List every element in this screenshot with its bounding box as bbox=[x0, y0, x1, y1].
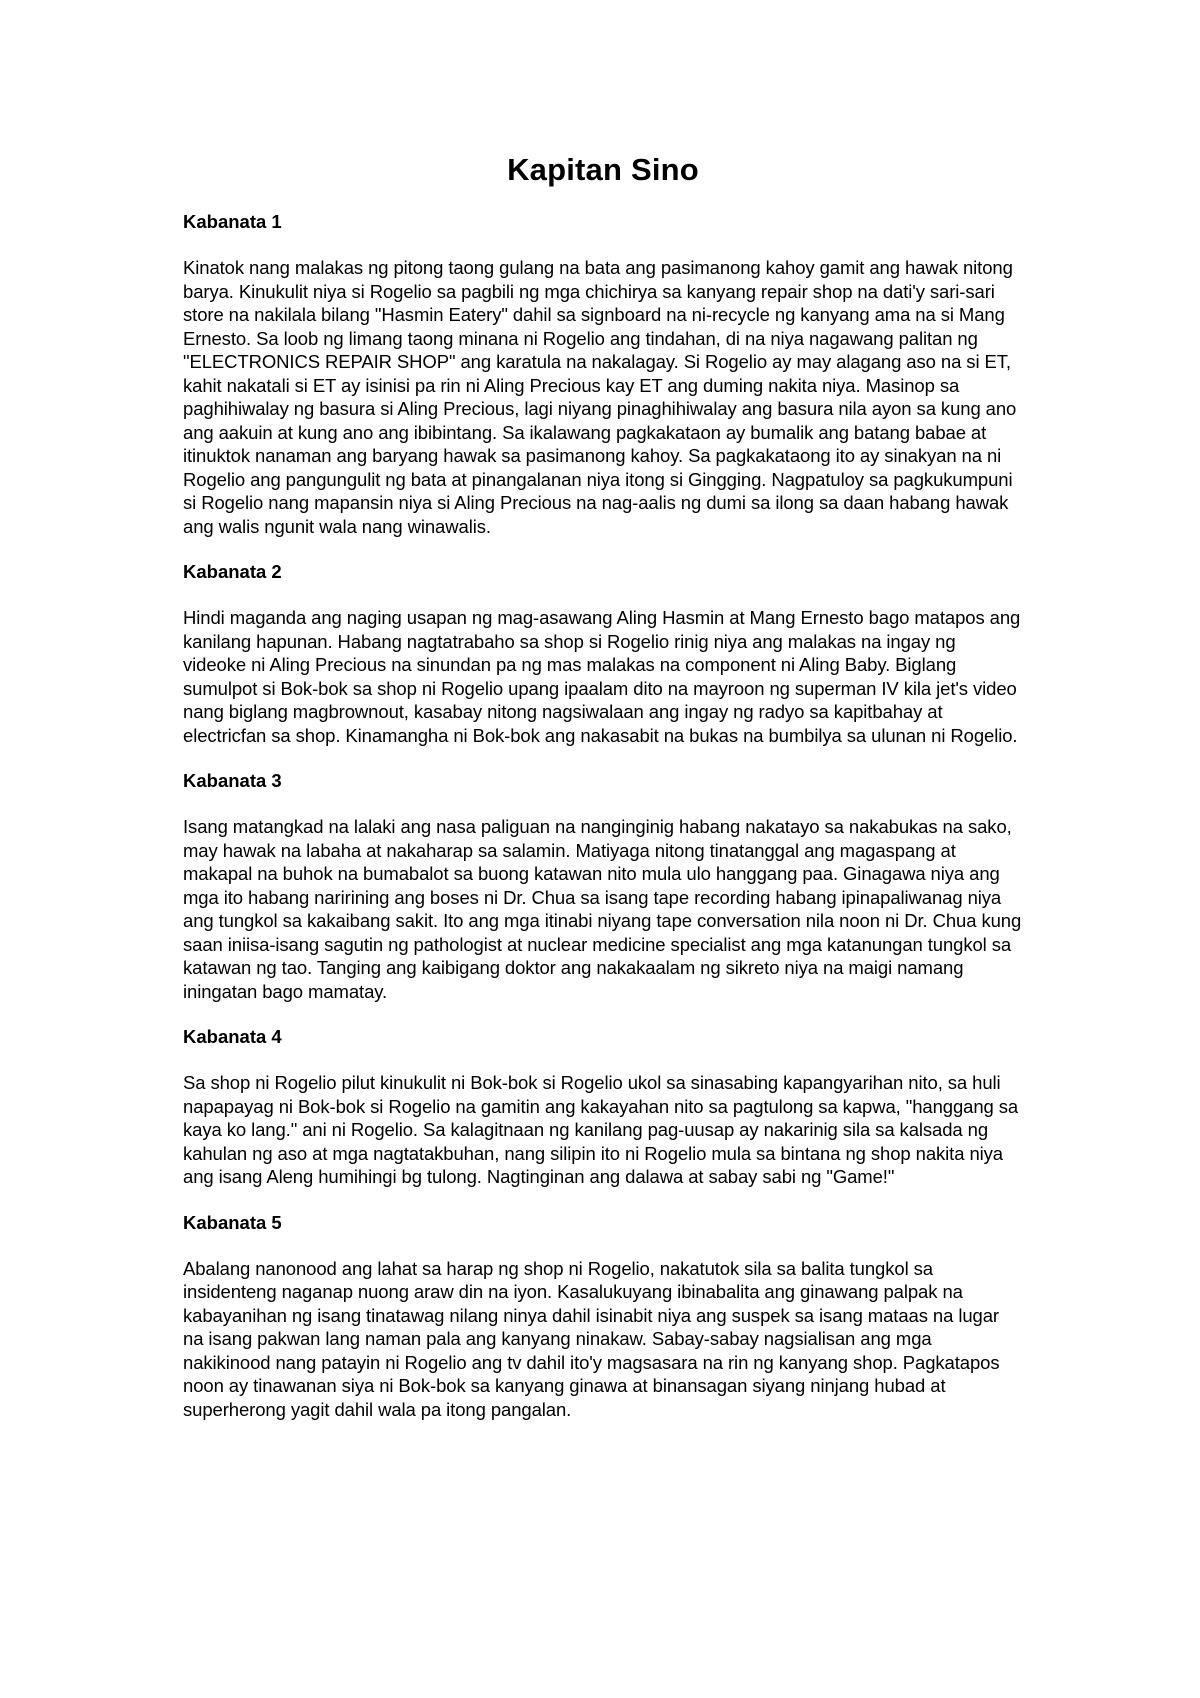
chapter-section bbox=[183, 1211, 1023, 1422]
chapter-heading: Kabanata 5 bbox=[183, 1211, 282, 1233]
chapter-section bbox=[183, 1025, 1023, 1189]
document-page bbox=[183, 150, 1023, 1421]
chapter-section bbox=[183, 560, 1023, 747]
chapter-heading: Kabanata 1 bbox=[183, 211, 282, 232]
chapter-paragraph: Sa shop ni Rogelio pilut kinukulit ni Bok-bok si Rogelio ukol sa sinasabing kapangyarihan nito, sa huli napapayag ni Bok-bok si Rogelio na gamitin ang kakayahan nito sa pagtulong sa kapwa, "hanggang sa kaya ko lang." ani ni Rogelio. Sa kalagitnaan ng kanilang pag-uusap ay nakarinig sila sa kalsada ng kahulan ng aso at mga nagtatakbuhan, nang silipin ito ni Rogelio mula sa bintana ng shop nakita niya ang isang Aleng humihingi bg tulong. Nagtinginan ang dalawa at sabay sabi ng "Game!" bbox=[183, 1072, 1019, 1187]
chapter-section bbox=[183, 210, 1023, 538]
chapter-section bbox=[183, 769, 1023, 1003]
chapter-paragraph: Kinatok nang malakas ng pitong taong gulang na bata ang pasimanong kahoy gamit ang hawak nitong barya. Kinukulit niya si Rogelio sa pagbili ng mga chichirya sa kanyang repair shop na dati'y sari-sari store na nakilala bilang "Hasmin Eatery" dahil sa signboard na ni-recycle ng kanyang ama na si Mang Ernesto. Sa loob ng limang taong minana ni Rogelio ang tindahan, di na niya nagawang palitan ng "ELECTRONICS REPAIR SHOP" ang karatula na nakalagay. Si Rogelio ay may alagang aso na si ET, kahit nakatali si ET ay isinisi pa rin ni Aling Precious kay ET ang duming nakita niya. Masinop sa paghihiwalay ng basura si Aling Precious, lagi niyang pinaghihiwalay ang basura nila ayon sa kung ano ang aakuin at kung ano ang ibibintang. Sa ikalawang pagkakataon ay bumalik ang batang babae at itinuktok nanaman ang baryang hawak sa pasimanong kahoy. Sa pagkakataong ito ay sinakyan na ni Rogelio ang pangungulit ng bata at pinangalanan niya itong si Gingging. Nagpatuloy sa pagkukumpuni si Rogelio nang mapansin niya si Aling Precious na nag-aalis ng dumi sa ilong sa daan habang hawak ang walis ngunit wala nang winawalis. bbox=[183, 257, 1017, 537]
chapter-heading: Kabanata 3 bbox=[183, 770, 282, 791]
document-title: Kapitan Sino bbox=[507, 152, 699, 187]
chapter-heading: Kabanata 4 bbox=[183, 1026, 282, 1047]
chapter-paragraph: Isang matangkad na lalaki ang nasa paliguan na nanginginig habang nakatayo sa nakabukas na sako, may hawak na labaha at nakaharap sa salamin. Matiyaga nitong tinatanggal ang magaspang at makapal na buhok na bumabalot sa buong katawan nito mula ulo hanggang paa. Ginagawa niya ang mga ito habang naririning ang boses ni Dr. Chua sa isang tape recording habang ipinapaliwanag niya ang tungkol sa kakaibang sakit. Ito ang mga itinabi niyang tape conversation nila noon ni Dr. Chua kung saan iniisa-isang sagutin ng pathologist at nuclear medicine specialist ang mga katanungan tungkol sa katawan ng tao. Tanging ang kaibigang doktor ang nakakaalam ng sikreto niya na maigi namang iningatan bago mamatay. bbox=[183, 816, 1022, 1002]
chapter-heading: Kabanata 2 bbox=[183, 561, 282, 582]
chapter-paragraph: Abalang nanonood ang lahat sa harap ng shop ni Rogelio, nakatutok sila sa balita tungkol sa insidenteng naganap nuong araw din na iyon. Kasalukuyang ibinabalita ang ginawang palpak na kabayanihan ng isang tinatawag nilang ninya dahil isinabit niya ang suspek sa isang mataas na lugar na isang pakwan lang naman pala ang kanyang ninakaw. Sabay-sabay nagsialisan ang mga nakikinood nang patayin ni Rogelio ang tv dahil ito'y magsasara na rin ng kanyang shop. Pagkatapos noon ay tinawanan siya ni Bok-bok sa kanyang ginawa at binansagan siyang ninjang hubad at superherong yagit dahil wala pa itong pangalan. bbox=[183, 1257, 1000, 1420]
chapter-paragraph: Hindi maganda ang naging usapan ng mag-asawang Aling Hasmin at Mang Ernesto bago matapos ang kanilang hapunan. Habang nagtatrabaho sa shop si Rogelio rinig niya ang malakas na ingay ng videoke ni Aling Precious na sinundan pa ng mas malakas na component ni Aling Baby. Biglang sumulpot si Bok-bok sa shop ni Rogelio upang ipaalam dito na mayroon ng superman IV kila jet's video nang biglang magbrownout, kasabay nitong nagsiwalaan ang ingay ng radyo sa kapitbahay at electricfan sa shop. Kinamangha ni Bok-bok ang nakasabit na bukas na bumbilya sa ulunan ni Rogelio. bbox=[183, 607, 1021, 746]
